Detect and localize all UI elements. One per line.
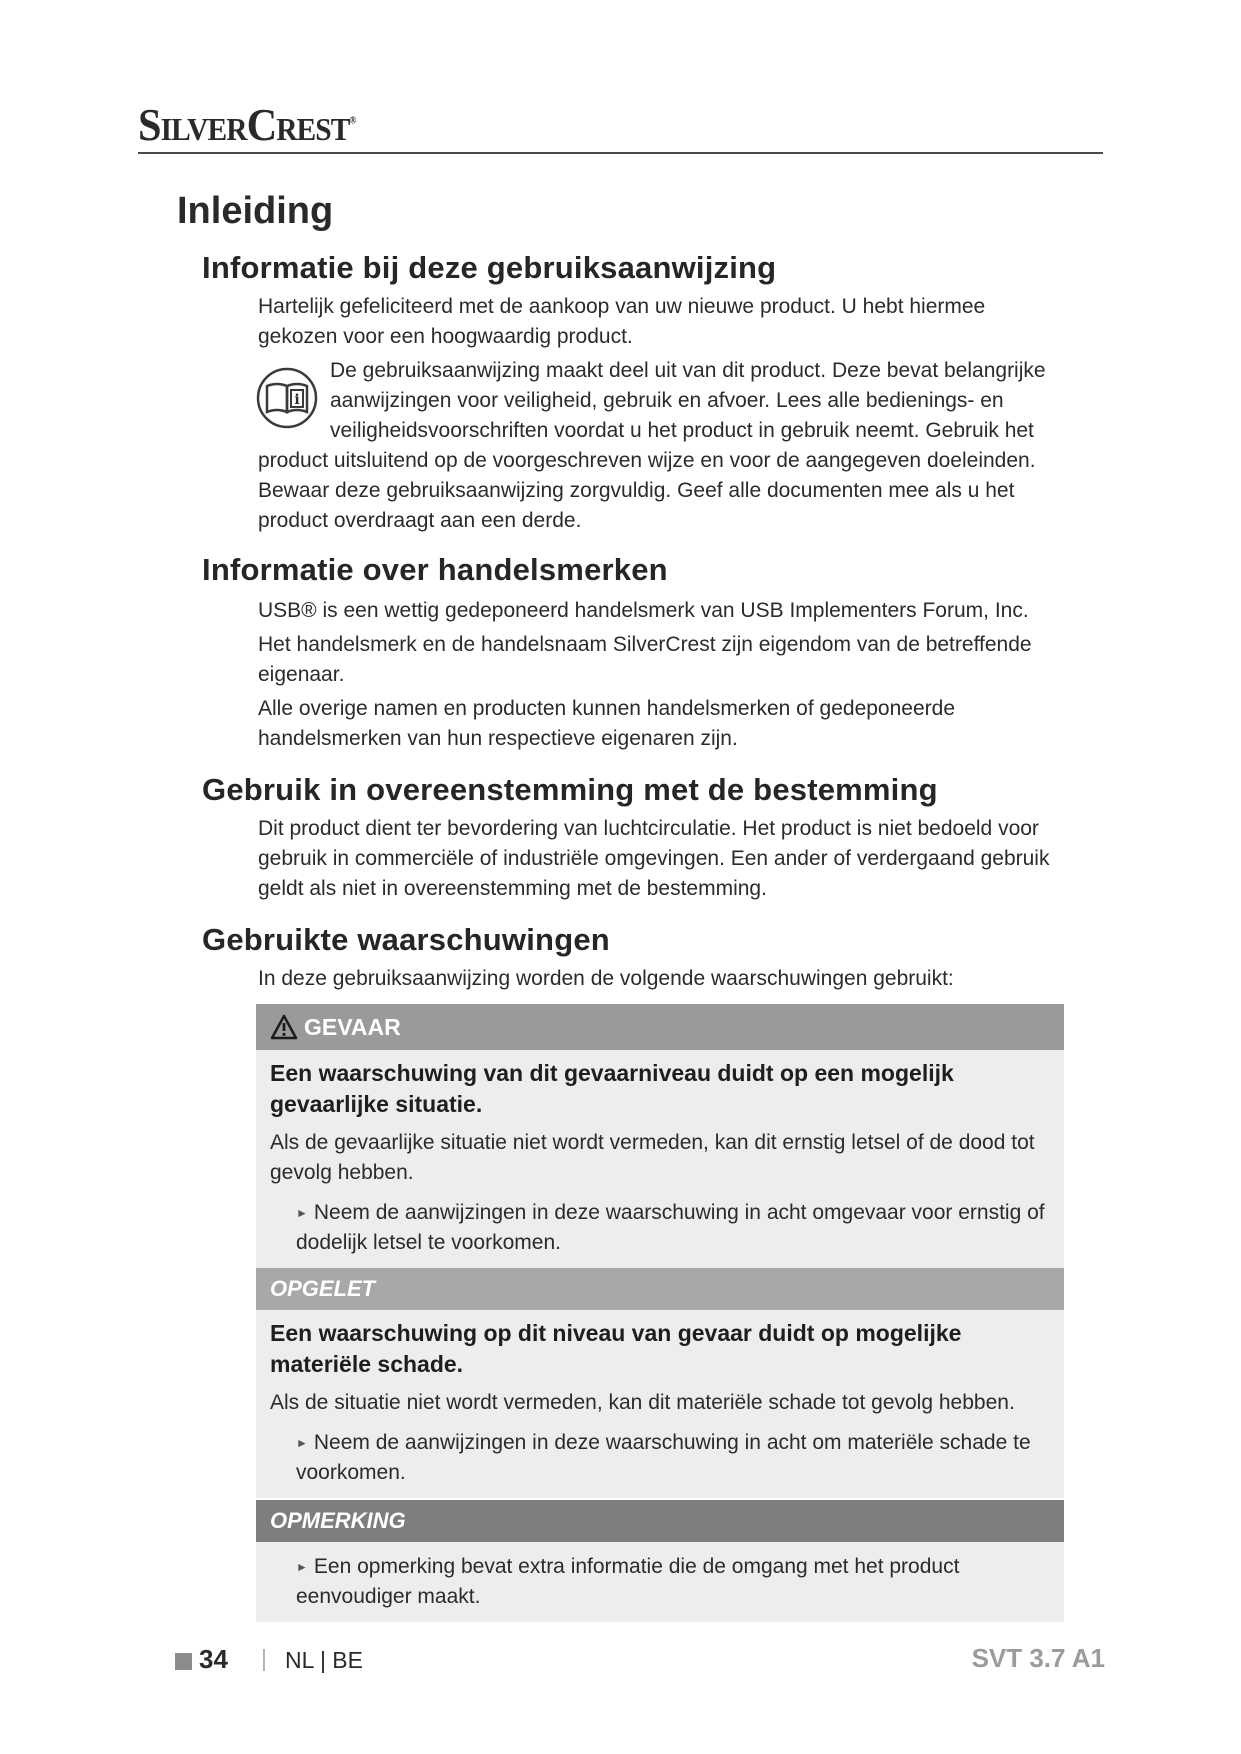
trademarks-paragraph-2: Het handelsmerk en de handelsnaam SilverCrest zijn eigendom van de betreffende eigenaar. bbox=[258, 633, 1032, 686]
warning-triangle-icon bbox=[270, 1014, 298, 1040]
info-paragraph-2-line-2: aanwijzingen voor veiligheid, gebruik en afvoer. Lees alle bedienings- en bbox=[330, 389, 1004, 412]
info-paragraph-2-rest: product uitsluitend op de voorgeschreven wijze en voor de aangegeven doeleinden. Bewaar deze gebruiksaanwijzing zorgvuldig. Geef alle documenten mee als u het product overdraagt aan een derde. bbox=[258, 449, 1036, 532]
opgelet-label: OPGELET bbox=[270, 1276, 376, 1301]
info-paragraph-1: Hartelijk gefeliciteerd met de aankoop van uw nieuwe product. U hebt hiermee gekozen voor een hoogwaardig product. bbox=[258, 295, 986, 348]
svg-text:i: i bbox=[294, 392, 300, 408]
gevaar-text: Als de gevaarlijke situatie niet wordt vermeden, kan dit ernstig letsel of de dood tot gevolg hebben. bbox=[270, 1131, 1035, 1184]
section-heading-warnings: Gebruikte waarschuwingen bbox=[202, 922, 610, 957]
bullet-arrow-icon: ► bbox=[296, 1560, 308, 1574]
footer-language: NL | BE bbox=[285, 1647, 363, 1673]
gevaar-bold-text: Een waarschuwing van dit gevaarniveau duidt op een mogelijk gevaarlijke situatie. bbox=[270, 1060, 954, 1117]
opgelet-bold-text: Een waarschuwing op dit niveau van gevaar duidt op mogelijke materiële schade. bbox=[270, 1320, 962, 1377]
footer-model: SVT 3.7 A1 bbox=[971, 1643, 1105, 1673]
intended-use-paragraph: Dit product dient ter bevordering van luchtcirculatie. Het product is niet bedoeld voor gebruik in commerciële of industriële omgevingen. Een ander of verdergaand gebruik geldt als niet in overeenstemming met de bestemming. bbox=[258, 817, 1050, 900]
note-box-opmerking bbox=[256, 1500, 1064, 1622]
opgelet-header bbox=[256, 1268, 1064, 1310]
footer-separator: | bbox=[261, 1645, 267, 1671]
info-paragraph-2-line-3: veiligheidsvoorschriften voordat u het product in gebruik neemt. Gebruik het bbox=[330, 419, 1034, 442]
page-footer bbox=[175, 1641, 1105, 1681]
gevaar-label: GEVAAR bbox=[304, 1013, 401, 1040]
trademarks-paragraph-1: USB® is een wettig gedeponeerd handelsmerk van USB Implementers Forum, Inc. bbox=[258, 599, 1029, 622]
info-paragraph-2-line-1: De gebruiksaanwijzing maakt deel uit van dit product. Deze bevat belangrijke bbox=[330, 359, 1046, 382]
page-number: 34 bbox=[199, 1644, 228, 1674]
info-book-icon bbox=[255, 366, 319, 430]
header-divider bbox=[138, 152, 1103, 154]
bullet-arrow-icon: ► bbox=[296, 1436, 308, 1450]
warnings-intro: In deze gebruiksaanwijzing worden de volgende waarschuwingen gebruikt: bbox=[258, 967, 954, 990]
gevaar-header bbox=[256, 1004, 1064, 1050]
opgelet-bullet: ► Neem de aanwijzingen in deze waarschuwing in acht om materiële schade te voorkomen. bbox=[296, 1431, 1031, 1484]
opgelet-text: Als de situatie niet wordt vermeden, kan dit materiële schade tot gevolg hebben. bbox=[270, 1391, 1015, 1414]
opmerking-bullet: ► Een opmerking bevat extra informatie die de omgang met het product eenvoudiger maakt. bbox=[296, 1555, 960, 1608]
opmerking-header bbox=[256, 1500, 1064, 1542]
brand-logo: SilverCrest® bbox=[138, 99, 356, 150]
page-header bbox=[138, 98, 1103, 151]
section-heading-trademarks: Informatie over handelsmerken bbox=[202, 552, 668, 587]
trademarks-paragraph-3: Alle overige namen en producten kunnen handelsmerken of gedeponeerde handelsmerken van hun respectieve eigenaren zijn. bbox=[258, 697, 955, 750]
page-title: Inleiding bbox=[177, 190, 334, 232]
warning-box-opgelet bbox=[256, 1268, 1064, 1498]
warning-box-gevaar bbox=[256, 1004, 1064, 1268]
section-heading-intended-use: Gebruik in overeenstemming met de bestemming bbox=[202, 772, 938, 807]
footer-square-icon bbox=[175, 1653, 192, 1670]
opmerking-label: OPMERKING bbox=[270, 1508, 406, 1533]
section-heading-info: Informatie bij deze gebruiksaanwijzing bbox=[202, 250, 777, 285]
gevaar-bullet: ► Neem de aanwijzingen in deze waarschuwing in acht omgevaar voor ernstig of dodelijk letsel te voorkomen. bbox=[296, 1201, 1045, 1254]
bullet-arrow-icon: ► bbox=[296, 1206, 308, 1220]
